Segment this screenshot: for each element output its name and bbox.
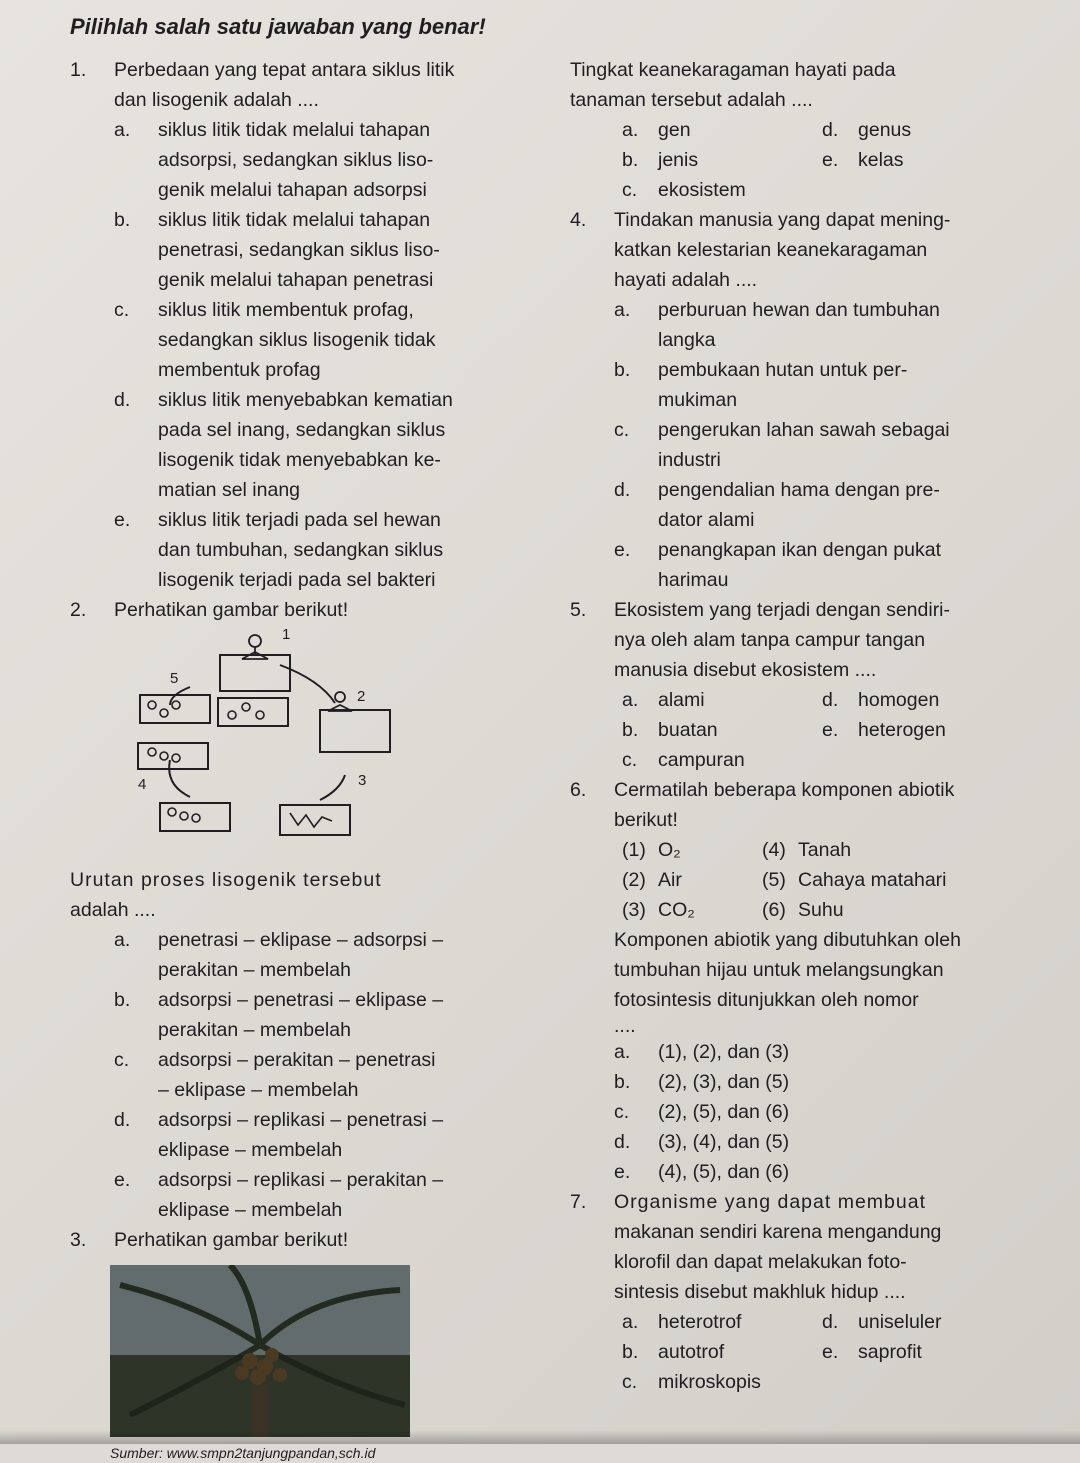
option-4e[interactable] xyxy=(614,535,1060,595)
question-number: 4. xyxy=(570,209,587,231)
option-line: genik melalui tahapan penetrasi xyxy=(158,269,434,291)
stem-line: fotosintesis ditunjukkan oleh nomor xyxy=(614,989,919,1011)
stem-line: berikut! xyxy=(614,809,678,831)
option-line: adsorpsi, sedangkan siklus liso- xyxy=(158,149,434,171)
question-3-options xyxy=(622,115,1060,205)
option-7b[interactable] xyxy=(622,1337,822,1367)
option-3c[interactable] xyxy=(622,175,822,205)
option-1a[interactable] xyxy=(114,115,540,205)
question-number: 3. xyxy=(70,1229,87,1251)
abiotic-item: (1) O₂ xyxy=(622,839,681,861)
option-letter: c. xyxy=(622,749,638,771)
lysogenic-cycle-svg xyxy=(70,625,490,865)
diagram-label-5: 5 xyxy=(170,670,179,687)
question-number: 6. xyxy=(570,779,587,801)
option-5b[interactable] xyxy=(622,715,822,745)
question-1 xyxy=(70,55,540,595)
option-5a[interactable] xyxy=(622,685,822,715)
option-letter: b. xyxy=(622,719,639,741)
option-1d[interactable] xyxy=(114,385,540,505)
option-line: perakitan – membelah xyxy=(158,959,351,981)
option-letter: e. xyxy=(822,1341,839,1363)
diagram-label-4: 4 xyxy=(138,776,147,793)
option-letter: c. xyxy=(614,419,630,441)
option-letter: b. xyxy=(114,209,131,231)
option-text: autotrof xyxy=(658,1341,725,1363)
question-3-stem xyxy=(70,1225,540,1255)
arrow-4-connector xyxy=(169,760,190,797)
question-number: 5. xyxy=(570,599,587,621)
option-letter: b. xyxy=(614,1071,631,1093)
question-3 xyxy=(70,1225,540,1463)
option-5d[interactable] xyxy=(822,685,1022,715)
option-5c[interactable] xyxy=(622,745,822,775)
option-2c[interactable] xyxy=(114,1045,540,1105)
option-line: eklipase – membelah xyxy=(158,1199,343,1221)
option-text: genus xyxy=(858,119,912,141)
option-line: pada sel inang, sedangkan siklus xyxy=(158,419,446,441)
option-7a[interactable] xyxy=(622,1307,822,1337)
option-text: mikroskopis xyxy=(658,1371,761,1393)
stem-line: hayati adalah .... xyxy=(614,269,758,291)
cell-stage-2 xyxy=(320,710,390,752)
option-text: (1), (2), dan (3) xyxy=(658,1041,790,1063)
option-6a[interactable] xyxy=(614,1037,1060,1067)
option-letter: e. xyxy=(614,539,631,561)
stem-line: tumbuhan hijau untuk melangsungkan xyxy=(614,959,944,981)
option-text: saprofit xyxy=(858,1341,922,1363)
option-letter: e. xyxy=(822,719,839,741)
option-line: matian sel inang xyxy=(158,479,301,501)
question-7 xyxy=(570,1187,1060,1397)
question-number: 2. xyxy=(70,599,87,621)
question-number: 7. xyxy=(570,1191,587,1213)
option-5e[interactable] xyxy=(822,715,1022,745)
abiotic-item: (4) Tanah xyxy=(762,839,852,861)
option-line: mukiman xyxy=(658,389,738,411)
option-line: eklipase – membelah xyxy=(158,1139,343,1161)
option-3b[interactable] xyxy=(622,145,822,175)
option-line: siklus litik tidak melalui tahapan xyxy=(158,209,431,231)
stem-line: tanaman tersebut adalah .... xyxy=(570,89,813,111)
option-text: (3), (4), dan (5) xyxy=(658,1131,790,1153)
option-line: perburuan hewan dan tumbuhan xyxy=(658,299,940,321)
stem-line: makanan sendiri karena mengandung xyxy=(614,1221,942,1243)
option-line: lisogenik tidak menyebabkan ke- xyxy=(158,449,441,471)
question-6-prompt xyxy=(570,925,1060,1037)
option-text: homogen xyxy=(858,689,940,711)
question-number: 1. xyxy=(70,59,87,81)
stem-line: manusia disebut ekosistem .... xyxy=(614,659,877,681)
stem-line: Tingkat keanekaragaman hayati pada xyxy=(570,59,896,81)
option-6c[interactable] xyxy=(614,1097,1060,1127)
stem-line: dan lisogenik adalah .... xyxy=(114,89,319,111)
option-1e[interactable] xyxy=(114,505,540,595)
option-4b[interactable] xyxy=(614,355,1060,415)
page-bottom-shadow xyxy=(0,1430,1080,1444)
option-letter: b. xyxy=(614,359,631,381)
option-line: penetrasi – eklipase – adsorpsi – xyxy=(158,929,444,951)
option-3d[interactable] xyxy=(822,115,1022,145)
question-5-options xyxy=(622,685,1060,775)
question-4-stem xyxy=(570,205,1060,295)
option-line: – eklipase – membelah xyxy=(158,1079,359,1101)
option-letter: d. xyxy=(114,1109,131,1131)
option-line: industri xyxy=(658,449,721,471)
question-1-stem xyxy=(70,55,540,115)
left-column xyxy=(70,55,540,1463)
stem-line: .... xyxy=(614,1015,636,1037)
diagram-label-1: 1 xyxy=(282,626,291,643)
option-line: penetrasi, sedangkan siklus liso- xyxy=(158,239,440,261)
option-line: pengendalian hama dengan pre- xyxy=(658,479,940,501)
option-letter: e. xyxy=(114,509,131,531)
option-letter: a. xyxy=(614,299,631,321)
option-line: membentuk profag xyxy=(158,359,321,381)
question-3-continued xyxy=(570,55,1060,205)
stem-line: adalah .... xyxy=(70,899,156,921)
option-text: uniseluler xyxy=(858,1311,942,1333)
option-letter: b. xyxy=(114,989,131,1011)
cell-stage-1 xyxy=(220,655,290,691)
abiotic-item: (3) CO₂ xyxy=(622,899,695,921)
abiotic-components-list xyxy=(622,835,1060,925)
option-text: (4), (5), dan (6) xyxy=(658,1161,790,1183)
option-letter: a. xyxy=(622,689,639,711)
option-line: siklus litik menyebabkan kematian xyxy=(158,389,453,411)
page-title: Pilihlah salah satu jawaban yang benar! xyxy=(70,14,486,39)
arrow-2-to-3 xyxy=(320,775,345,800)
option-text: (2), (5), dan (6) xyxy=(658,1101,790,1123)
option-text: gen xyxy=(658,119,691,141)
option-letter: a. xyxy=(614,1041,631,1063)
option-line: pengerukan lahan sawah sebagai xyxy=(658,419,950,441)
option-line: lisogenik terjadi pada sel bakteri xyxy=(158,569,436,591)
option-line: siklus litik terjadi pada sel hewan xyxy=(158,509,441,531)
option-letter: c. xyxy=(114,299,130,321)
cell-stage-4b xyxy=(160,803,230,831)
option-letter: e. xyxy=(614,1161,631,1183)
option-letter: c. xyxy=(622,179,638,201)
stem-line: Urutan proses lisogenik tersebut xyxy=(70,869,382,891)
question-5-stem xyxy=(570,595,1060,685)
stem-line: Perbedaan yang tepat antara siklus litik xyxy=(114,59,455,81)
option-line: sedangkan siklus lisogenik tidak xyxy=(158,329,436,351)
diagram-label-3: 3 xyxy=(358,772,367,789)
option-text: kelas xyxy=(858,149,904,171)
option-text: alami xyxy=(658,689,705,711)
option-line: dan tumbuhan, sedangkan siklus xyxy=(158,539,444,561)
option-letter: d. xyxy=(822,119,839,141)
phage-icon xyxy=(335,692,345,702)
option-7e[interactable] xyxy=(822,1337,1022,1367)
stem-line: Perhatikan gambar berikut! xyxy=(114,599,349,621)
stem-line: Ekosistem yang terjadi dengan sendiri- xyxy=(614,599,951,621)
stem-line: sintesis disebut makhluk hidup .... xyxy=(614,1281,906,1303)
option-4a[interactable] xyxy=(614,295,1060,355)
question-6 xyxy=(570,775,1060,1187)
stem-line: Perhatikan gambar berikut! xyxy=(114,1229,349,1251)
option-letter: c. xyxy=(622,1371,638,1393)
option-text: ekosistem xyxy=(658,179,746,201)
option-line: perakitan – membelah xyxy=(158,1019,351,1041)
question-2-prompt xyxy=(70,865,540,925)
option-1c[interactable] xyxy=(114,295,540,385)
palm-tree-photo xyxy=(110,1265,410,1437)
option-line: adsorpsi – perakitan – penetrasi xyxy=(158,1049,436,1071)
option-7d[interactable] xyxy=(822,1307,1022,1337)
stem-line: katkan kelestarian keanekaragaman xyxy=(614,239,928,261)
lysogenic-cycle-diagram xyxy=(70,625,490,865)
option-text: (2), (3), dan (5) xyxy=(658,1071,790,1093)
option-line: adsorpsi – penetrasi – eklipase – xyxy=(158,989,444,1011)
option-letter: b. xyxy=(622,149,639,171)
cell-stage-3 xyxy=(280,805,350,835)
option-line: adsorpsi – replikasi – perakitan – xyxy=(158,1169,444,1191)
option-letter: c. xyxy=(114,1049,130,1071)
option-line: penangkapan ikan dengan pukat xyxy=(658,539,941,561)
option-4c[interactable] xyxy=(614,415,1060,475)
option-2d[interactable] xyxy=(114,1105,540,1165)
option-text: heterotrof xyxy=(658,1311,742,1333)
stem-line: klorofil dan dapat melakukan foto- xyxy=(614,1251,907,1273)
option-6b[interactable] xyxy=(614,1067,1060,1097)
option-line: pembukaan hutan untuk per- xyxy=(658,359,908,381)
stem-line: Cermatilah beberapa komponen abiotik xyxy=(614,779,955,801)
abiotic-item: (2) Air xyxy=(622,869,682,891)
option-letter: a. xyxy=(622,119,639,141)
question-7-options xyxy=(622,1307,1060,1397)
option-text: jenis xyxy=(658,149,699,171)
option-letter: d. xyxy=(614,1131,631,1153)
option-line: siklus litik membentuk profag, xyxy=(158,299,414,321)
stem-line: Organisme yang dapat membuat xyxy=(614,1191,926,1213)
option-6e[interactable] xyxy=(614,1157,1060,1187)
option-4d[interactable] xyxy=(614,475,1060,535)
option-2a[interactable] xyxy=(114,925,540,985)
diagram-label-2: 2 xyxy=(357,688,366,705)
option-1b[interactable] xyxy=(114,205,540,295)
stem-line: Tindakan manusia yang dapat mening- xyxy=(614,209,951,231)
phage-icon xyxy=(249,635,261,647)
option-text: heterogen xyxy=(858,719,946,741)
option-2e[interactable] xyxy=(114,1165,540,1225)
stem-line: nya oleh alam tanpa campur tangan xyxy=(614,629,926,651)
option-letter: b. xyxy=(622,1341,639,1363)
question-7-stem xyxy=(570,1187,1060,1307)
option-line: harimau xyxy=(658,569,729,591)
option-line: siklus litik tidak melalui tahapan xyxy=(158,119,431,141)
option-letter: d. xyxy=(614,479,631,501)
option-line: adsorpsi – replikasi – penetrasi – xyxy=(158,1109,444,1131)
right-column xyxy=(570,55,1060,1397)
option-letter: d. xyxy=(822,689,839,711)
option-letter: a. xyxy=(114,929,131,951)
option-text: campuran xyxy=(658,749,745,771)
option-letter: a. xyxy=(114,119,131,141)
option-letter: a. xyxy=(622,1311,639,1333)
option-line: dator alami xyxy=(658,509,755,531)
option-3a[interactable] xyxy=(622,115,822,145)
question-2-stem xyxy=(70,595,540,625)
photo-source: Sumber: www.smpn2tanjungpandan,sch.id xyxy=(110,1445,376,1461)
question-6-stem xyxy=(570,775,1060,835)
option-letter: c. xyxy=(614,1101,630,1123)
option-text: buatan xyxy=(658,719,718,741)
option-letter: e. xyxy=(114,1169,131,1191)
palm-photo-svg xyxy=(110,1265,410,1437)
option-line: genik melalui tahapan adsorpsi xyxy=(158,179,427,201)
option-7c[interactable] xyxy=(622,1367,822,1397)
abiotic-item: (6) Suhu xyxy=(762,899,844,921)
option-letter: d. xyxy=(114,389,131,411)
option-3e[interactable] xyxy=(822,145,1022,175)
abiotic-item: (5) Cahaya matahari xyxy=(762,869,947,891)
option-2b[interactable] xyxy=(114,985,540,1045)
option-letter: e. xyxy=(822,149,839,171)
question-5 xyxy=(570,595,1060,775)
option-line: langka xyxy=(658,329,716,351)
stem-line: Komponen abiotik yang dibutuhkan oleh xyxy=(614,929,961,951)
option-6d[interactable] xyxy=(614,1127,1060,1157)
option-letter: d. xyxy=(822,1311,839,1333)
question-4 xyxy=(570,205,1060,595)
question-2 xyxy=(70,595,540,1225)
